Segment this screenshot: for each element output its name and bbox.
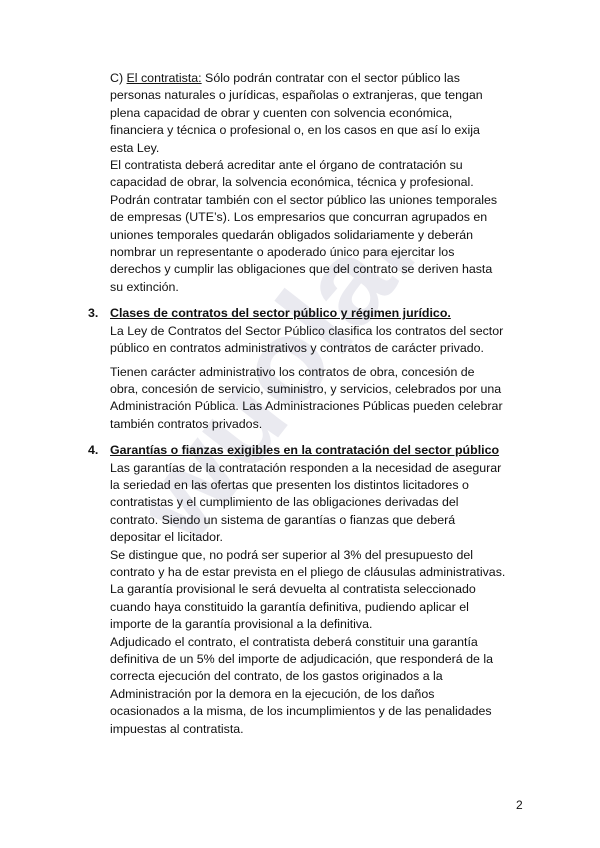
section-3-number: 3. [88, 306, 99, 321]
contratista-line-0: C) El contratista: Sólo podrán contratar con el sector público las [110, 71, 460, 85]
section-4-line-2: contratistas y el cumplimiento de las obligaciones derivadas del [110, 495, 459, 510]
contratista-title: El contratista: [126, 71, 202, 85]
section-4-line-4: depositar el licitador. [110, 530, 223, 545]
contratista-line-12: su extinción. [110, 279, 179, 294]
page-number: 2 [516, 798, 523, 812]
contratista-line-11: derechos y cumplir las obligaciones que del contrato se deriven hasta [110, 262, 493, 277]
contratista-line-8: de empresas (UTE’s). Los empresarios que concurran agrupados en [110, 210, 488, 225]
contratista-line-10: nombrar un representante o apoderado único para ejercitar los [110, 245, 455, 260]
section-4-line-11: definitiva de un 5% del importe de adjudicación, que responderá de la [110, 652, 493, 666]
section-3-para2-line-3: también contratos privados. [110, 416, 263, 431]
section-4-line-8: cuando haya constituido la garantía definitiva, pudiendo aplicar el [110, 599, 469, 614]
contratista-block [110, 70, 538, 296]
section-3-para1-line-0: La Ley de Contratos del Sector Público clasifica los contratos del sector [110, 323, 504, 338]
section-3 [88, 305, 538, 433]
section-3-para1-line-1: público en contratos administrativos y contratos de carácter privado. [110, 341, 484, 356]
section-4-number: 4. [88, 443, 99, 458]
section-4-line-15: impuestas al contratista. [110, 721, 244, 736]
contratista-line-5: El contratista deberá acreditar ante el órgano de contratación su [110, 158, 463, 173]
section-4-line-12: correcta ejecución del contrato, de los gastos originados a la [110, 669, 443, 684]
section-3-para2-line-0: Tienen carácter administrativo los contratos de obra, concesión de [110, 364, 475, 379]
contratista-line-1: personas naturales o jurídicas, españolas o extranjeras, que tengan [110, 88, 483, 103]
section-4-line-6: contrato y ha de estar prevista en el pliego de cláusulas administrativas. [110, 564, 506, 579]
contratista-line-2: plena capacidad de obrar y cuenten con solvencia económica, [110, 105, 453, 120]
section-4-line-10: Adjudicado el contrato, el contratista deberá constituir una garantía [110, 634, 478, 649]
contratista-line-3: financiera y técnica o profesional o, en los casos en que así lo exija [110, 123, 480, 138]
section-3-para2-line-2: Administración Pública. Las Administraciones Públicas pueden celebrar [110, 399, 503, 414]
contratista-line-4: esta Ley. [110, 140, 160, 155]
section-4-line-5: Se distingue que, no podrá ser superior al 3% del presupuesto del [110, 547, 474, 562]
section-3-heading: Clases de contratos del sector público y régimen jurídico. [110, 306, 451, 321]
section-4-line-3: contrato. Siendo un sistema de garantías o fianzas que deberá [110, 512, 456, 527]
contratista-line-6: capacidad de obrar, la solvencia económica, técnica y profesional. [110, 175, 474, 190]
section-4-line-13: Administración por la demora en la ejecución, de los daños [110, 686, 435, 701]
section-4-heading: Garantías o fianzas exigibles en la contratación del sector público [110, 443, 500, 458]
contratista-line-7: Podrán contratar también con el sector público las uniones temporales [110, 192, 498, 207]
section-4-line-9: importe de la garantía provisional a la definitiva. [110, 617, 373, 632]
section-4-line-7: La garantía provisional le será devuelta al contratista seleccionado [110, 582, 476, 597]
section-4-line-1: la seriedad en las ofertas que presenten los distintos licitadores o [110, 477, 469, 492]
section-4-line-14: ocasionados a la misma, de los incumplimientos y de las penalidades [110, 704, 492, 719]
section-4 [88, 442, 538, 738]
document-content [88, 70, 538, 738]
section-4-line-0: Las garantías de la contratación responden a la necesidad de asegurar [110, 460, 502, 475]
section-3-para2-line-1: obra, concesión de servicio, suministro, y servicios, celebrados por una [110, 381, 502, 396]
contratista-line-9: uniones temporales quedarán obligados solidariamente y deberán [110, 227, 474, 242]
watermark-text: wuolah [150, 250, 465, 567]
